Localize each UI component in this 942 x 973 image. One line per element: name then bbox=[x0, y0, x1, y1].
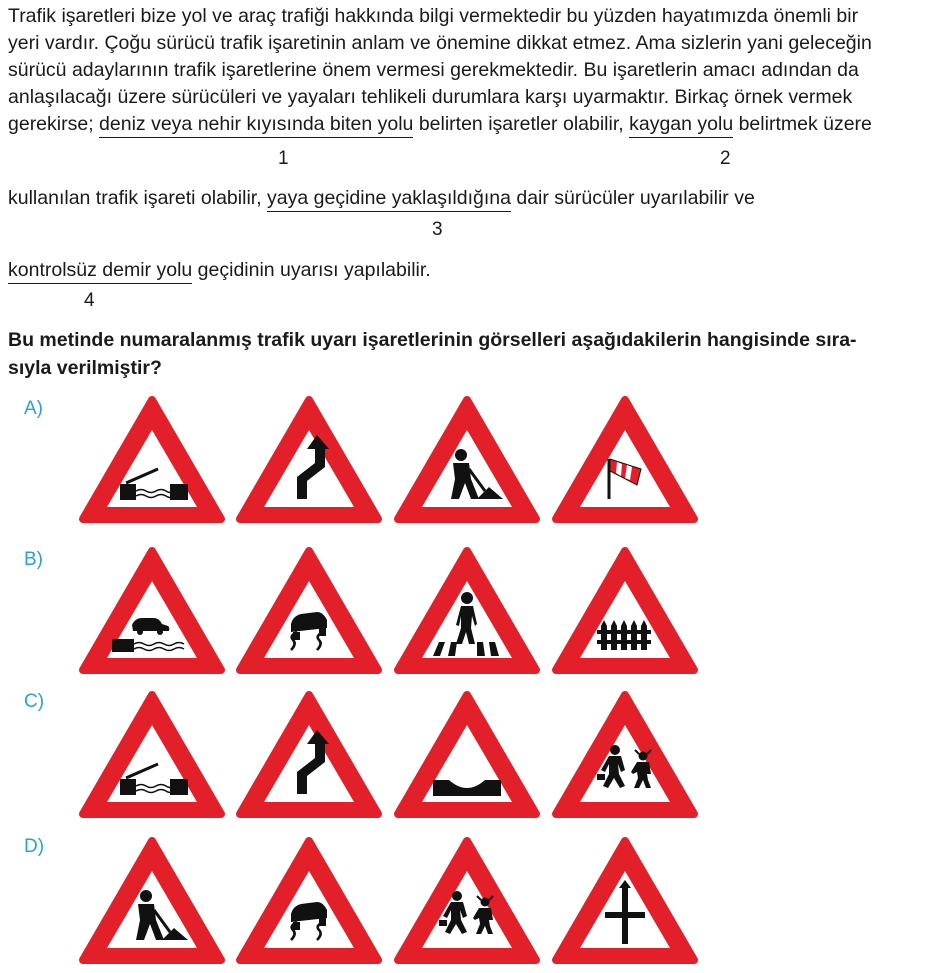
uneven-road-sign[interactable] bbox=[393, 690, 541, 822]
road-works-sign[interactable] bbox=[393, 395, 541, 527]
passage-line bbox=[8, 111, 938, 138]
passage-line: sürücü adaylarının trafik işaretlerine önem vermesi gerekmektedir. Bu işaretlerin amacı adından da bbox=[8, 59, 859, 81]
underlined-phrase-3: yaya geçidine yaklaşıldığına bbox=[267, 187, 511, 212]
double-bend-sign[interactable] bbox=[235, 395, 383, 527]
option-c-label[interactable]: C) bbox=[24, 691, 45, 712]
children-crossing-sign[interactable] bbox=[551, 690, 699, 822]
question-line: sıyla verilmiştir? bbox=[8, 357, 162, 379]
text: belirtmek üzere bbox=[733, 113, 872, 135]
underlined-phrase-1: deniz veya nehir kıyısında biten yolu bbox=[99, 113, 413, 138]
number-label-2: 2 bbox=[720, 148, 731, 169]
passage-line: anlaşılacağı üzere sürücüleri ve yayaları tehlikeli durumlara karşı uyarmaktır. Birkaç örnek vermek bbox=[8, 86, 853, 108]
option-a-label[interactable]: A) bbox=[24, 398, 43, 419]
passage-line: Trafik işaretleri bize yol ve araç trafiği hakkında bilgi vermektedir bu yüzden hayatımızda önemli bir bbox=[8, 5, 859, 27]
text: belirten işaretler olabilir, bbox=[413, 113, 630, 135]
number-label-4: 4 bbox=[84, 290, 95, 311]
option-d-label[interactable]: D) bbox=[24, 836, 45, 857]
text: dair sürücüler uyarılabilir ve bbox=[510, 187, 755, 209]
unguarded-level-crossing-sign[interactable] bbox=[551, 546, 699, 678]
text: kullanılan trafik işareti olabilir, bbox=[8, 187, 268, 209]
pedestrian-crossing-sign[interactable] bbox=[393, 546, 541, 678]
road-works-sign[interactable] bbox=[78, 836, 226, 968]
double-bend-sign[interactable] bbox=[235, 690, 383, 822]
quay-edge-sign[interactable] bbox=[78, 690, 226, 822]
slippery-road-sign[interactable] bbox=[235, 546, 383, 678]
number-label-3: 3 bbox=[432, 219, 443, 240]
crossroads-sign[interactable] bbox=[551, 836, 699, 968]
slippery-road-sign[interactable] bbox=[235, 836, 383, 968]
number-label-1: 1 bbox=[278, 148, 289, 169]
quay-edge-car-sign[interactable] bbox=[78, 546, 226, 678]
crosswind-sign[interactable] bbox=[551, 395, 699, 527]
question bbox=[8, 326, 938, 382]
children-crossing-sign[interactable] bbox=[393, 836, 541, 968]
underlined-phrase-4: kontrolsüz demir yolu bbox=[8, 259, 192, 284]
quay-edge-sign[interactable] bbox=[78, 395, 226, 527]
text: geçidinin uyarısı yapılabilir. bbox=[192, 259, 431, 281]
underlined-phrase-2: kaygan yolu bbox=[629, 113, 733, 138]
passage-line-6 bbox=[8, 185, 938, 212]
passage-line: yeri vardır. Çoğu sürücü trafik işaretinin anlam ve önemine dikkat etmez. Ama sizlerin yani geleceğin bbox=[8, 32, 872, 54]
text: gerekirse; bbox=[8, 113, 100, 135]
question-line: Bu metinde numaralanmış trafik uyarı işaretlerinin görselleri aşağıdakilerin hangisinde sıra- bbox=[8, 329, 857, 351]
option-b-label[interactable]: B) bbox=[24, 549, 43, 570]
passage bbox=[8, 3, 938, 138]
passage-line-7 bbox=[8, 257, 938, 284]
